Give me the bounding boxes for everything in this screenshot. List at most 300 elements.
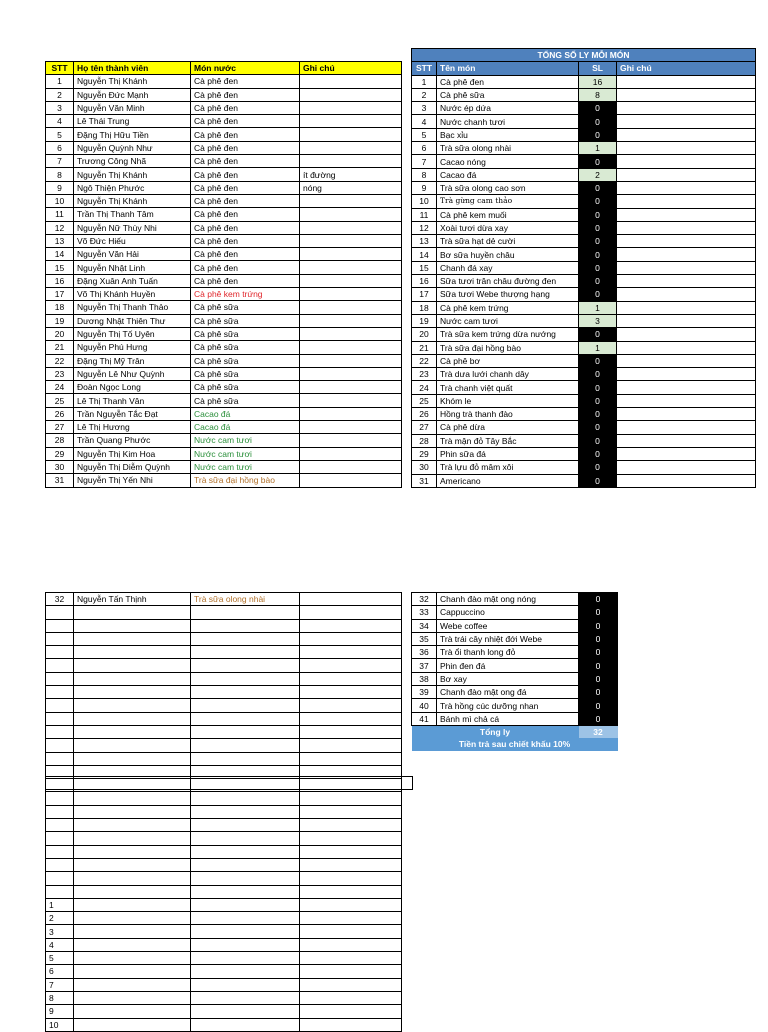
table-row	[412, 181, 756, 194]
drink-name: Cà phê sữa	[191, 341, 300, 354]
table-row	[412, 102, 756, 115]
row-note	[617, 447, 756, 460]
item-name: Trà gừng cam thảo	[437, 195, 579, 208]
item-name: Cà phê kem muối	[437, 208, 579, 221]
row-stt: 9	[46, 181, 74, 194]
empty-cell	[46, 632, 74, 645]
empty-cell	[191, 699, 300, 712]
item-name: Phin đen đá	[437, 659, 579, 672]
item-name: Trà sữa kem trứng dừa nướng	[437, 328, 579, 341]
table-row	[412, 672, 618, 685]
empty-cell	[46, 845, 74, 858]
empty-cell	[74, 832, 191, 845]
row-stt: 23	[412, 368, 437, 381]
table-row	[46, 155, 402, 168]
table-row	[46, 314, 402, 327]
row-stt: 11	[46, 208, 74, 221]
member-name: Đoàn Ngọc Long	[74, 381, 191, 394]
table-row	[412, 394, 756, 407]
empty-row	[46, 805, 402, 818]
row-stt: 3	[412, 102, 437, 115]
empty-cell	[300, 646, 402, 659]
item-name: Trà hồng cúc dưỡng nhan	[437, 699, 579, 712]
row-note	[300, 141, 402, 154]
row-note	[617, 261, 756, 274]
row-stt: 31	[412, 474, 437, 487]
empty-cell	[191, 965, 300, 978]
row-stt: 21	[412, 341, 437, 354]
item-quantity: 1	[579, 142, 617, 155]
member-name: Trương Công Nhã	[74, 155, 191, 168]
row-note	[300, 394, 402, 407]
item-name: Cacao đá	[437, 168, 579, 181]
row-note	[300, 327, 402, 340]
table-row	[412, 421, 756, 434]
empty-row	[46, 646, 402, 659]
table-row	[46, 912, 402, 925]
member-name: Dương Nhật Thiên Thư	[74, 314, 191, 327]
table-row	[46, 261, 402, 274]
empty-cell	[300, 819, 402, 832]
table-row	[46, 248, 402, 261]
row-note	[617, 314, 756, 327]
drink-name: Nước cam tươi	[191, 460, 300, 473]
table-row	[412, 288, 756, 301]
row-note: nóng	[300, 181, 402, 194]
item-quantity: 0	[579, 102, 617, 115]
empty-cell	[46, 739, 74, 752]
row-stt: 5	[46, 128, 74, 141]
table-row	[46, 327, 402, 340]
table-row	[46, 234, 402, 247]
row-note	[617, 248, 756, 261]
item-quantity: 1	[579, 341, 617, 354]
row-stt: 26	[412, 408, 437, 421]
table-row	[412, 301, 756, 314]
item-name: Cà phê kem trứng	[437, 301, 579, 314]
empty-cell	[191, 1018, 300, 1031]
row-stt: 17	[412, 288, 437, 301]
empty-cell	[300, 752, 402, 765]
table-row	[412, 408, 756, 421]
empty-row	[46, 712, 402, 725]
item-quantity: 0	[579, 421, 617, 434]
item-quantity: 0	[579, 248, 617, 261]
empty-cell	[191, 686, 300, 699]
member-name: Đặng Thị Hữu Tiền	[74, 128, 191, 141]
empty-cell	[74, 965, 191, 978]
empty-cell	[74, 632, 191, 645]
table-row	[46, 381, 402, 394]
drink-summary-table-continued	[411, 592, 618, 751]
empty-cell	[191, 792, 300, 805]
item-name: Sữa tươi Webe thượng hạng	[437, 288, 579, 301]
drink-name: Cà phê đen	[191, 155, 300, 168]
row-stt: 30	[46, 460, 74, 473]
empty-row	[46, 659, 402, 672]
row-stt: 19	[46, 314, 74, 327]
row-stt: 1	[412, 75, 437, 88]
row-note	[617, 88, 756, 101]
row-stt: 41	[412, 712, 437, 725]
row-note	[617, 461, 756, 474]
empty-cell	[191, 712, 300, 725]
empty-cell	[300, 606, 402, 619]
table-row	[46, 938, 402, 951]
item-name: Trà sữa olong nhài	[437, 142, 579, 155]
summary-title: TỔNG SỐ LY MỖI MÓN	[412, 49, 756, 62]
empty-cell	[191, 606, 300, 619]
empty-cell	[300, 872, 402, 885]
item-quantity: 0	[579, 328, 617, 341]
table-row	[46, 978, 402, 991]
item-quantity: 0	[579, 646, 618, 659]
row-stt: 1	[46, 75, 74, 88]
member-name: Nguyễn Thị Tố Uyên	[74, 327, 191, 340]
quantity-header: SL	[579, 62, 617, 75]
row-stt: 23	[46, 367, 74, 380]
row-stt: 22	[46, 354, 74, 367]
row-stt: 2	[412, 88, 437, 101]
item-name: Trà sữa olong cao sơn	[437, 181, 579, 194]
empty-cell	[46, 752, 74, 765]
row-note	[617, 275, 756, 288]
row-note	[617, 168, 756, 181]
table-row	[46, 434, 402, 447]
row-note	[300, 155, 402, 168]
member-name: Võ Đức Hiếu	[74, 234, 191, 247]
member-name: Nguyễn Thị Khánh	[74, 75, 191, 88]
item-name: Cappuccino	[437, 606, 579, 619]
table-row	[412, 619, 618, 632]
row-stt: 27	[412, 421, 437, 434]
drink-name: Cà phê sữa	[191, 394, 300, 407]
row-stt: 38	[412, 672, 437, 685]
table-row	[46, 128, 402, 141]
empty-cell	[46, 606, 74, 619]
item-name: Cacao nóng	[437, 155, 579, 168]
item-quantity: 0	[579, 221, 617, 234]
empty-cell	[191, 672, 300, 685]
row-note	[617, 301, 756, 314]
row-stt: 37	[412, 659, 437, 672]
row-stt: 2	[46, 88, 74, 101]
table-row	[412, 328, 756, 341]
item-quantity: 8	[579, 88, 617, 101]
empty-cell	[74, 872, 191, 885]
row-note	[300, 421, 402, 434]
row-stt: 10	[412, 195, 437, 208]
empty-cell	[300, 672, 402, 685]
empty-row	[46, 872, 402, 885]
row-note	[300, 88, 402, 101]
row-stt: 5	[46, 952, 74, 965]
empty-row	[46, 739, 402, 752]
member-name: Đặng Thị Mỹ Trân	[74, 354, 191, 367]
empty-cell	[191, 819, 300, 832]
item-name: Trà trái cây nhiệt đới Webe	[437, 632, 579, 645]
table-row	[46, 991, 402, 1004]
table-row	[412, 686, 618, 699]
drink-name: Cacao đá	[191, 407, 300, 420]
item-name: Trà ổi thanh long đỏ	[437, 646, 579, 659]
table-row	[46, 168, 402, 181]
item-name: Trà lựu đỏ mâm xôi	[437, 461, 579, 474]
item-quantity: 3	[579, 314, 617, 327]
empty-cell	[191, 646, 300, 659]
empty-cell	[74, 699, 191, 712]
member-name: Trần Thị Thanh Tâm	[74, 208, 191, 221]
row-note	[300, 261, 402, 274]
table-row	[46, 141, 402, 154]
item-name: Trà dưa lưới chanh dây	[437, 368, 579, 381]
empty-cell	[46, 672, 74, 685]
row-stt: 21	[46, 341, 74, 354]
empty-cell	[191, 739, 300, 752]
item-name: Trà sữa hạt dẻ cười	[437, 235, 579, 248]
row-stt: 15	[412, 261, 437, 274]
member-order-table	[45, 61, 402, 488]
drink-name: Nước cam tươi	[191, 447, 300, 460]
stt-header: STT	[46, 62, 74, 75]
row-note	[617, 142, 756, 155]
item-name: Sữa tươi trân châu đường đen	[437, 275, 579, 288]
row-note	[300, 314, 402, 327]
empty-cell	[191, 898, 300, 911]
item-name: Bánh mì chả cá	[437, 712, 579, 725]
member-name: Nguyễn Tấn Thịnh	[74, 593, 191, 606]
drink-name: Cà phê đen	[191, 101, 300, 114]
member-order-table-continued	[45, 592, 402, 1032]
row-stt: 12	[46, 221, 74, 234]
row-stt: 4	[46, 115, 74, 128]
table-row	[412, 381, 756, 394]
empty-cell	[300, 845, 402, 858]
row-note	[300, 115, 402, 128]
row-note	[300, 593, 402, 606]
row-stt: 7	[46, 978, 74, 991]
row-note	[300, 367, 402, 380]
item-quantity: 0	[579, 686, 618, 699]
empty-cell	[74, 925, 191, 938]
item-quantity: 0	[579, 181, 617, 194]
empty-cell	[46, 819, 74, 832]
row-stt: 33	[412, 606, 437, 619]
empty-cell	[46, 686, 74, 699]
item-quantity: 0	[579, 434, 617, 447]
row-stt: 24	[46, 381, 74, 394]
drink-name: Cà phê sữa	[191, 327, 300, 340]
empty-row	[46, 619, 402, 632]
item-quantity: 0	[579, 699, 618, 712]
empty-cell	[74, 858, 191, 871]
row-note	[300, 447, 402, 460]
table-row	[412, 447, 756, 460]
row-note	[300, 128, 402, 141]
row-note	[300, 194, 402, 207]
row-note	[617, 181, 756, 194]
table-row	[46, 460, 402, 473]
row-stt: 8	[46, 991, 74, 1004]
row-stt: 20	[412, 328, 437, 341]
empty-cell	[74, 978, 191, 991]
item-name: Cà phê dừa	[437, 421, 579, 434]
empty-cell	[74, 912, 191, 925]
table-row	[412, 115, 756, 128]
row-stt: 1	[46, 898, 74, 911]
row-stt: 4	[412, 115, 437, 128]
member-name: Võ Thị Khánh Huyền	[74, 288, 191, 301]
empty-row	[46, 752, 402, 765]
member-name: Nguyễn Thị Kim Hoa	[74, 447, 191, 460]
empty-cell	[300, 898, 402, 911]
row-note	[617, 354, 756, 367]
item-quantity: 1	[579, 301, 617, 314]
row-stt: 29	[412, 447, 437, 460]
empty-cell	[74, 739, 191, 752]
member-name: Lê Thái Trung	[74, 115, 191, 128]
item-name: Phin sữa đá	[437, 447, 579, 460]
empty-cell	[74, 672, 191, 685]
drink-name: Cà phê đen	[191, 168, 300, 181]
member-name: Nguyễn Thị Khánh	[74, 194, 191, 207]
drink-name: Cà phê kem trứng	[191, 288, 300, 301]
drink-name: Cà phê sữa	[191, 314, 300, 327]
drink-name: Cà phê sữa	[191, 367, 300, 380]
table-row	[46, 447, 402, 460]
drink-name: Cà phê đen	[191, 208, 300, 221]
drink-name: Cà phê đen	[191, 221, 300, 234]
empty-cell	[300, 991, 402, 1004]
stray-cell-border	[45, 776, 413, 790]
row-note	[617, 381, 756, 394]
table-row	[412, 142, 756, 155]
row-note	[617, 434, 756, 447]
empty-cell	[74, 898, 191, 911]
table-row	[46, 208, 402, 221]
table-row	[46, 1005, 402, 1018]
item-quantity: 0	[579, 659, 618, 672]
empty-cell	[191, 912, 300, 925]
table-row	[46, 593, 402, 606]
table-row	[412, 155, 756, 168]
row-stt: 28	[412, 434, 437, 447]
empty-cell	[46, 872, 74, 885]
drink-name: Cà phê đen	[191, 274, 300, 287]
row-note	[617, 341, 756, 354]
item-quantity: 0	[579, 447, 617, 460]
row-stt: 32	[46, 593, 74, 606]
member-name: Nguyễn Văn Minh	[74, 101, 191, 114]
empty-cell	[46, 832, 74, 845]
row-note	[617, 474, 756, 487]
item-name: Chanh đá xay	[437, 261, 579, 274]
item-name: Cà phê bơ	[437, 354, 579, 367]
drink-name: Cà phê đen	[191, 261, 300, 274]
row-stt: 4	[46, 938, 74, 951]
row-note	[300, 474, 402, 487]
empty-cell	[74, 646, 191, 659]
empty-cell	[300, 686, 402, 699]
row-note	[300, 208, 402, 221]
drink-name: Cà phê đen	[191, 115, 300, 128]
member-name: Nguyễn Quỳnh Như	[74, 141, 191, 154]
member-name: Nguyễn Văn Hải	[74, 248, 191, 261]
row-stt: 10	[46, 1018, 74, 1031]
row-note	[617, 102, 756, 115]
empty-cell	[300, 885, 402, 898]
drink-name: Cà phê sữa	[191, 381, 300, 394]
empty-cell	[74, 991, 191, 1004]
item-name: Chanh đào mật ong đá	[437, 686, 579, 699]
table-row	[412, 128, 756, 141]
empty-cell	[46, 885, 74, 898]
table-row	[412, 646, 618, 659]
empty-row	[46, 819, 402, 832]
summary-stt-header: STT	[412, 62, 437, 75]
row-stt: 22	[412, 354, 437, 367]
row-note	[300, 248, 402, 261]
table-row	[46, 421, 402, 434]
table-row	[46, 965, 402, 978]
drink-name: Cà phê đen	[191, 194, 300, 207]
row-stt: 6	[46, 141, 74, 154]
drink-name: Nước cam tươi	[191, 434, 300, 447]
empty-cell	[300, 858, 402, 871]
item-name: Bơ sữa huyền châu	[437, 248, 579, 261]
row-stt: 9	[46, 1005, 74, 1018]
item-name: Cà phê sữa	[437, 88, 579, 101]
item-quantity: 0	[579, 394, 617, 407]
table-row	[412, 235, 756, 248]
row-stt: 31	[46, 474, 74, 487]
drink-name: Cà phê đen	[191, 181, 300, 194]
empty-cell	[46, 858, 74, 871]
table-row	[46, 101, 402, 114]
drink-summary-table	[411, 48, 756, 488]
empty-cell	[74, 712, 191, 725]
item-quantity: 0	[579, 275, 617, 288]
empty-cell	[300, 912, 402, 925]
member-name: Nguyễn Nữ Thùy Nhi	[74, 221, 191, 234]
item-name: Hồng trà thanh đào	[437, 408, 579, 421]
empty-cell	[191, 659, 300, 672]
row-stt: 24	[412, 381, 437, 394]
empty-cell	[300, 632, 402, 645]
empty-row	[46, 686, 402, 699]
row-stt: 7	[46, 155, 74, 168]
row-stt: 14	[412, 248, 437, 261]
table-row	[412, 712, 618, 725]
item-quantity: 0	[579, 195, 617, 208]
row-note	[617, 421, 756, 434]
item-name: Nước ép dứa	[437, 102, 579, 115]
table-row	[46, 354, 402, 367]
note-header: Ghi chú	[300, 62, 402, 75]
item-name: Khóm le	[437, 394, 579, 407]
item-quantity: 0	[579, 261, 617, 274]
table-row	[412, 593, 618, 606]
drink-name: Cà phê sữa	[191, 301, 300, 314]
drink-name: Cacao đá	[191, 421, 300, 434]
table-row	[412, 221, 756, 234]
row-stt: 11	[412, 208, 437, 221]
row-stt: 14	[46, 248, 74, 261]
empty-cell	[74, 885, 191, 898]
row-stt: 5	[412, 128, 437, 141]
item-name: Americano	[437, 474, 579, 487]
item-name: Cà phê đen	[437, 75, 579, 88]
